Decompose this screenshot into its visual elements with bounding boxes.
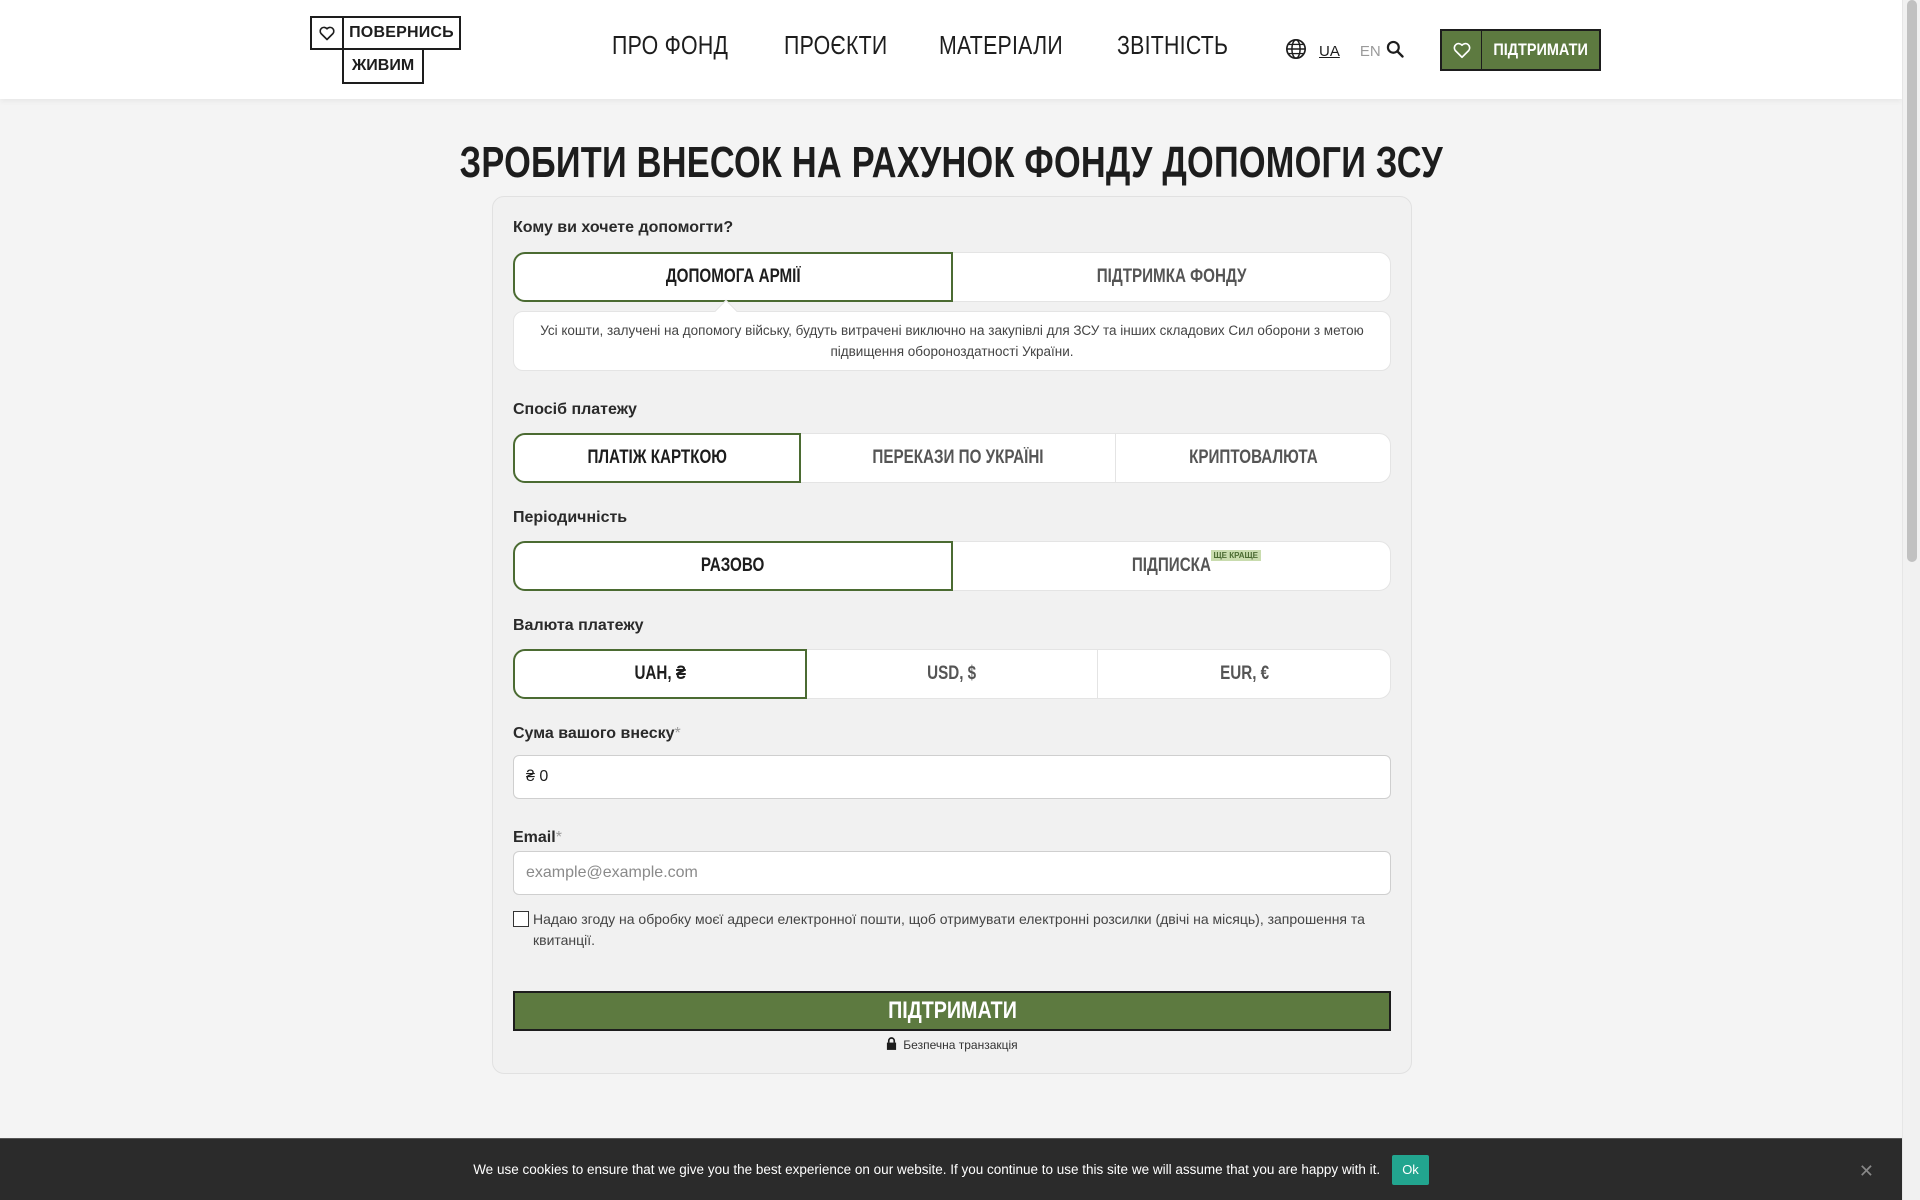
lang-ua-link[interactable]: UA xyxy=(1319,43,1340,60)
globe-icon xyxy=(1285,38,1307,65)
nav-reports[interactable]: ЗВІТНІСТЬ xyxy=(1117,30,1229,60)
site-header xyxy=(0,0,1902,99)
option-fund-support[interactable]: ПІДТРИМКА ФОНДУ xyxy=(1096,266,1247,287)
periodicity-selector xyxy=(513,541,1391,591)
option-usd[interactable]: USD, $ xyxy=(807,650,1099,698)
recipient-info-box: Усі кошти, залучені на допомогу війську, будуть витрачені виключно на закупівлі для ЗСУ та інших складових Сил оборони з метою підвищення обороноздатності України. xyxy=(513,311,1391,371)
periodicity-label: Періодичність xyxy=(513,509,628,526)
lang-en-link[interactable]: EN xyxy=(1359,43,1381,60)
option-crypto[interactable]: КРИПТОВАЛЮТА xyxy=(1188,447,1318,468)
option-transfers-ukraine[interactable]: ПЕРЕКАЗИ ПО УКРАЇНІ xyxy=(801,434,1117,482)
header-support-label: ПІДТРИМАТИ xyxy=(1493,40,1588,59)
option-card-payment[interactable]: ПЛАТІЖ КАРТКОЮ xyxy=(513,433,801,483)
consent-row xyxy=(513,909,1391,951)
option-eur[interactable]: EUR, € xyxy=(1219,663,1269,684)
search-icon[interactable] xyxy=(1385,39,1407,61)
site-logo[interactable] xyxy=(310,16,461,84)
header-support-button[interactable] xyxy=(1440,29,1601,71)
option-subscription[interactable]: ПІДПИСКА ЩЕ КРАЩЕ xyxy=(953,542,1391,590)
consent-checkbox[interactable] xyxy=(513,911,529,927)
currency-selector xyxy=(513,649,1391,699)
payment-method-label: Спосіб платежу xyxy=(513,401,637,418)
consent-text: Надаю згоду на обробку моєї адреси електронної пошти, щоб отримувати електронні розсилки (двічі на місяць), запрошення та квитанції. xyxy=(533,911,1365,948)
lock-icon xyxy=(886,1037,897,1053)
nav-projects[interactable]: ПРОЄКТИ xyxy=(784,30,888,60)
nav-materials[interactable]: МАТЕРІАЛИ xyxy=(939,30,1063,60)
recipient-label: Кому ви хочете допомогти? xyxy=(513,219,734,236)
option-one-time[interactable]: РАЗОВО xyxy=(513,541,953,591)
cookie-message: We use cookies to ensure that we give you the best experience on our website. If you continue to use this site we will assume that you are happy with it. xyxy=(473,1162,1381,1177)
close-icon[interactable]: ✕ xyxy=(1858,1161,1874,1181)
recipient-selector xyxy=(513,252,1391,302)
logo-text-line1: ПОВЕРНИСЬ xyxy=(342,16,461,50)
cookie-banner xyxy=(0,1138,1902,1200)
logo-text-line2: ЖИВИМ xyxy=(342,48,424,84)
better-badge: ЩЕ КРАЩЕ xyxy=(1211,550,1262,561)
nav-about[interactable]: ПРО ФОНД xyxy=(612,30,729,60)
email-label: Email* xyxy=(513,829,562,846)
currency-label: Валюта платежу xyxy=(513,617,644,634)
submit-support-button[interactable]: ПІДТРИМАТИ xyxy=(513,991,1391,1031)
heart-icon xyxy=(1442,31,1482,69)
payment-method-selector xyxy=(513,433,1391,483)
scrollbar-thumb[interactable] xyxy=(1907,0,1917,562)
amount-input[interactable]: ₴ 0 xyxy=(513,755,1391,799)
language-switcher xyxy=(1285,38,1381,65)
cookie-ok-button[interactable]: Ok xyxy=(1392,1155,1429,1185)
heart-logo-icon xyxy=(310,16,344,50)
donation-form xyxy=(492,196,1412,1074)
amount-label: Сума вашого внеску* xyxy=(513,725,681,742)
option-uah[interactable]: UAH, ₴ xyxy=(513,649,807,699)
secure-transaction-note: Безпечна транзакція xyxy=(493,1037,1411,1053)
email-field[interactable]: example@example.com xyxy=(513,851,1391,895)
page-scrollbar[interactable] xyxy=(1902,0,1920,1200)
option-army-help[interactable]: ДОПОМОГА АРМІЇ xyxy=(513,252,953,302)
page-title: ЗРОБИТИ ВНЕСОК НА РАХУНОК ФОНДУ ДОПОМОГИ ЗСУ xyxy=(459,138,1443,187)
